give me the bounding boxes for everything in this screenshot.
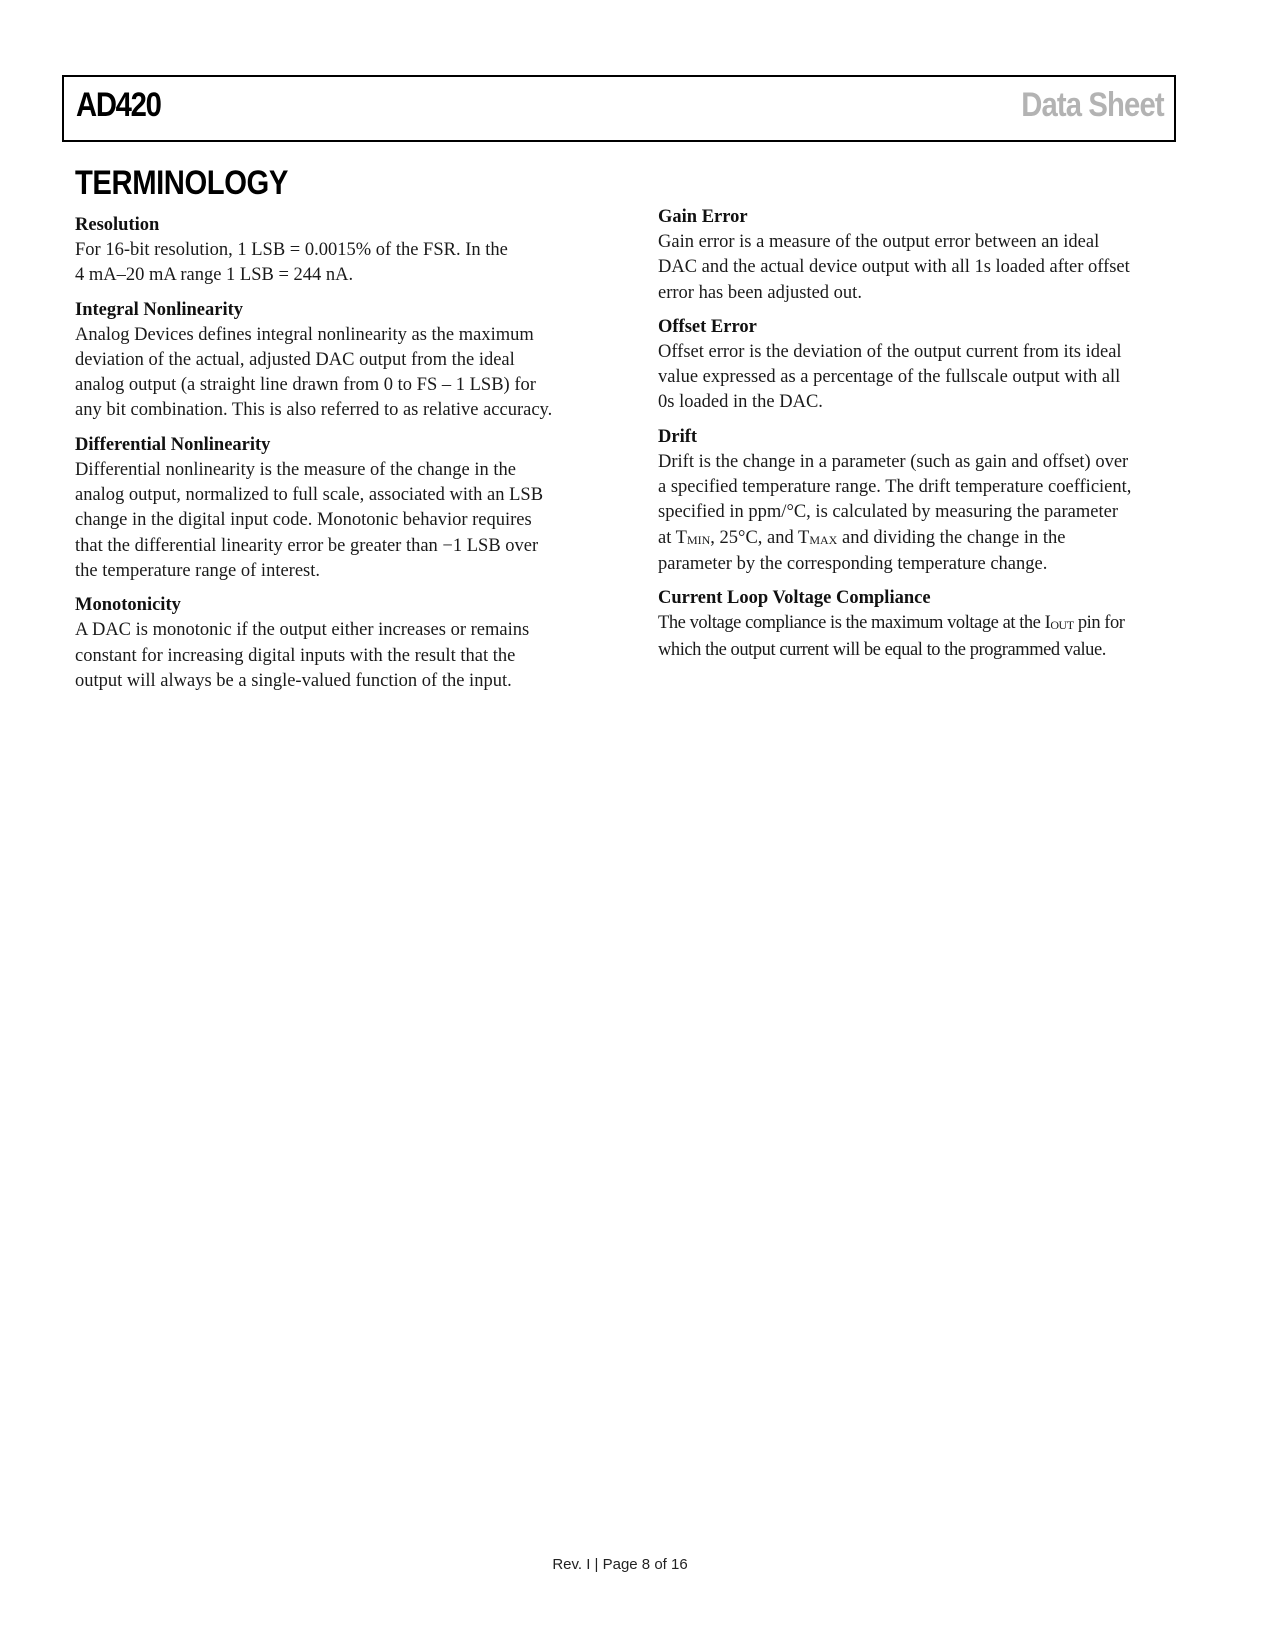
term-body: Analog Devices defines integral nonlinearity as the maximum deviation of the actual, adjusted DAC output from the ideal analog output (a straight line drawn from 0 to FS – 1 LSB) for any bit combination. This is also referred to as relative accuracy.: [75, 324, 553, 421]
term-title: Current Loop Voltage Compliance: [658, 588, 931, 609]
term-body: Gain error is a measure of the output error between an ideal DAC and the actual device output with all 1s loaded after offset error has been adjusted out.: [658, 232, 1130, 303]
left-column: [75, 213, 587, 703]
term-title: Integral Nonlinearity: [75, 299, 244, 320]
term-body: For 16-bit resolution, 1 LSB = 0.0015% of the FSR. In the 4 mA–20 mA range 1 LSB = 244 nA.: [75, 240, 508, 286]
page-footer: Rev. I | Page 8 of 16: [552, 1556, 688, 1573]
term-title: Differential Nonlinearity: [75, 434, 271, 455]
subscript-min: MIN: [686, 532, 711, 547]
term-differential-nonlinearity: [75, 433, 587, 584]
subscript-max: MAX: [809, 532, 838, 547]
term-body: A DAC is monotonic if the output either increases or remains constant for increasing digital inputs with the result that the output will always be a single-valued function of the input.: [75, 620, 530, 691]
term-title: Offset Error: [658, 316, 757, 337]
term-title: Resolution: [75, 215, 160, 235]
term-body: Offset error is the deviation of the output current from its ideal value expressed as a percentage of the fullscale output with all 0s loaded in the DAC.: [658, 341, 1122, 413]
subscript-out: OUT: [1050, 618, 1074, 633]
term-body: Differential nonlinearity is the measure of the change in the analog output, normalized to full scale, associated with an LSB change in the digital input code. Monotonic behavior requires that the differential linearity error be greater than −1 LSB over the temperature range of interest.: [75, 459, 544, 581]
term-integral-nonlinearity: [75, 298, 587, 424]
part-number: AD420: [76, 86, 161, 124]
term-resolution: [75, 213, 587, 289]
term-monotonicity: [75, 593, 587, 694]
document-type: Data Sheet: [1021, 86, 1164, 124]
term-body: Drift is the change in a parameter (such as gain and offset) over a specified temperature range. The drift temperature coefficient, specified in ppm/°C, is calculated by measuring the parameter at TMIN, 25°C, and TMAX and dividing the change in the parameter by the corresponding temperature change.: [658, 451, 1132, 574]
term-offset-error: [658, 315, 1178, 416]
term-title: Gain Error: [658, 207, 748, 227]
term-title: Monotonicity: [75, 595, 181, 616]
term-current-loop-voltage-compliance: [658, 586, 1178, 663]
term-body: The voltage compliance is the maximum voltage at the IOUT pin for which the output current will be equal to the programmed value.: [658, 613, 1125, 660]
term-title: Drift: [658, 426, 698, 447]
term-gain-error: [658, 205, 1178, 306]
term-drift: [658, 425, 1178, 577]
right-column: [658, 205, 1178, 672]
section-title: TERMINOLOGY: [75, 164, 288, 202]
page-header: [62, 75, 1176, 142]
